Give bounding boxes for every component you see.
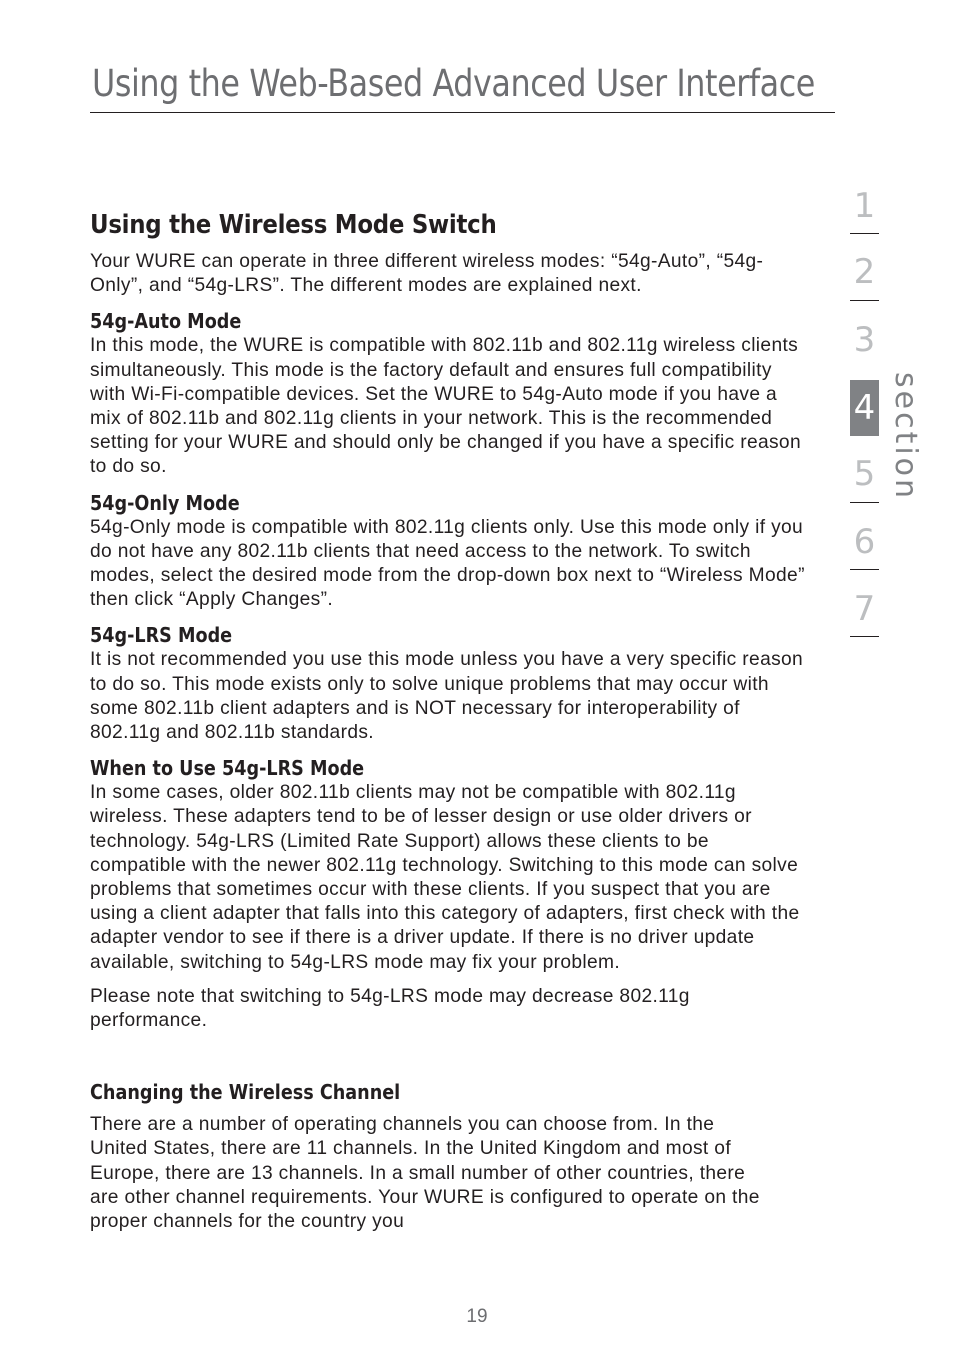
section-divider bbox=[850, 300, 879, 301]
intro-paragraph: Your WURE can operate in three different wireless modes: “54g-Auto”, “54g-Only”, and “54g-LRS”. The different modes are explained next. bbox=[90, 251, 764, 297]
section-divider bbox=[850, 233, 879, 234]
section-title: Using the Wireless Mode Switch bbox=[90, 210, 497, 240]
section-divider bbox=[850, 636, 879, 637]
only-mode-paragraph: 54g-Only mode is compatible with 802.11g clients only. Use this mode only if you do not have any 802.11b clients that need access to the network. To switch modes, select the desired mode from the drop-down box next to “Wireless Mode” then click “Apply Changes”. bbox=[90, 516, 805, 611]
section-divider bbox=[850, 569, 879, 570]
auto-mode-heading: 54g-Auto Mode bbox=[90, 309, 242, 334]
lrs-performance-note: Please note that switching to 54g-LRS mode may decrease 802.11g performance. bbox=[90, 985, 690, 1032]
page-header-title: Using the Web-Based Advanced User Interface bbox=[92, 62, 815, 105]
channel-heading: Changing the Wireless Channel bbox=[90, 1080, 401, 1105]
section-number-5: 5 bbox=[853, 454, 876, 494]
only-mode-heading: 54g-Only Mode bbox=[90, 490, 240, 515]
page-content bbox=[90, 210, 805, 1244]
section-number-1: 1 bbox=[853, 186, 876, 226]
lrs-mode-heading: 54g-LRS Mode bbox=[90, 623, 233, 648]
lrs-mode-paragraph: It is not recommended you use this mode unless you have a very specific reason to do so. This mode exists only to solve unique problems that may occur with some 802.11b client adapters and is NOT necessary for interoperability of 802.11g and 802.11b standards. bbox=[90, 649, 804, 744]
page-number: 19 bbox=[466, 1306, 488, 1327]
section-label: section bbox=[888, 372, 923, 502]
when-lrs-heading: When to Use 54g-LRS Mode bbox=[90, 756, 365, 781]
auto-mode-paragraph: In this mode, the WURE is compatible with 802.11b and 802.11g wireless clients simultaneously. This mode is the factory default and ensures full compatibility with Wi-Fi-compatible devices. Set the WURE to 54g-Auto mode if you have a mix of 802.11b and 802.11g clients in your network. This is the recommended setting for your WURE and should only be changed if you have a specific reason to do so. bbox=[90, 335, 801, 478]
section-number-7: 7 bbox=[853, 589, 876, 629]
header-divider bbox=[90, 112, 835, 113]
section-number-4-active: 4 bbox=[850, 380, 879, 436]
channel-paragraph: There are a number of operating channels you can choose from. In the United States, there are 11 channels. In the United Kingdom and most of Europe, there are 13 channels. In a small number of other countries, there are other channel requirements. Your WURE is configured to operate on the proper channels for the country you bbox=[90, 1114, 760, 1233]
section-divider bbox=[850, 502, 879, 503]
section-number-6: 6 bbox=[853, 522, 876, 562]
section-number-3: 3 bbox=[853, 320, 876, 360]
when-lrs-paragraph: In some cases, older 802.11b clients may not be compatible with 802.11g wireless. These adapters tend to be of lesser design or use older drivers or technology. 54g-LRS (Limited Rate Support) allows these clients to be compatible with the newer 802.11g technology. Switching to this mode can solve problems that sometimes occur with these clients. If you suspect that you are using a client adapter that falls into this category of adapters, first check with the adapter vendor to see if there is a driver update. If there is no driver update available, switching to 54g-LRS mode may fix your problem. bbox=[90, 782, 800, 973]
section-number-2: 2 bbox=[853, 252, 876, 292]
